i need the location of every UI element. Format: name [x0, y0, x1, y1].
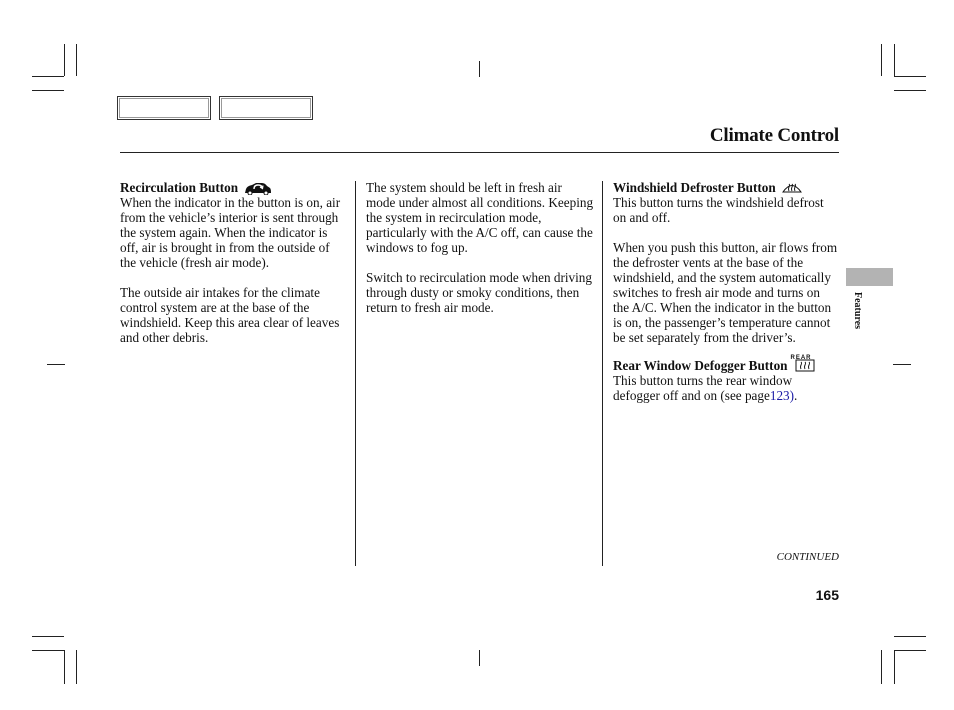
- right-column: [613, 180, 839, 418]
- middle-column: [366, 180, 594, 330]
- section-tab: [846, 268, 893, 286]
- defogger-heading: Rear Window Defogger Button REAR: [613, 358, 839, 373]
- page-title: Climate Control: [709, 125, 839, 146]
- recirculation-heading: Recirculation Button: [120, 180, 348, 195]
- page-reference-link[interactable]: 123): [769, 388, 795, 403]
- recirculation-para-2: The outside air intakes for the climate control system are at the base of the windshield. Keep this area clear of leaves and other debris.: [120, 285, 340, 345]
- recirculation-icon: [243, 181, 273, 195]
- column-divider-2: [602, 181, 603, 566]
- continued-label: CONTINUED: [776, 551, 839, 563]
- header-tab-box-2: [219, 96, 313, 120]
- header-rule: [120, 152, 839, 153]
- defroster-para-1: This button turns the windshield defrost on and off.: [613, 195, 824, 225]
- defroster-heading: Windshield Defroster Button: [613, 180, 839, 195]
- rear-icon-label: REAR: [790, 354, 812, 361]
- header-tab-box-1: [117, 96, 211, 120]
- section-label: Features: [852, 292, 863, 330]
- middle-para-2: Switch to recirculation mode when driving through dusty or smoky conditions, then return to fresh air mode.: [366, 270, 592, 315]
- rear-defogger-icon: [790, 354, 812, 373]
- left-column: [120, 180, 348, 360]
- middle-para-1: The system should be left in fresh air mode under almost all conditions. Keeping the system in recirculation mode, particularly with the A/C off, can cause the windows to fog up.: [366, 180, 594, 255]
- defogger-para: This button turns the rear window defogger off and on (see page123).: [613, 373, 798, 403]
- recirculation-para-1: When the indicator in the button is on, air from the vehicle’s interior is sent through the system again. When the indicator is off, air is brought in from the outside of the vehicle (fresh air mode).: [120, 195, 341, 270]
- defroster-para-2: When you push this button, air flows from the defroster vents at the base of the windshield, and the system automatically switches to fresh air mode and turns on the A/C. When the indicator in the button is on, the passenger’s temperature cannot be set separately from the driver’s.: [613, 240, 838, 345]
- windshield-defroster-icon: [781, 181, 803, 195]
- column-divider-1: [355, 181, 356, 566]
- page-number: 165: [815, 587, 839, 603]
